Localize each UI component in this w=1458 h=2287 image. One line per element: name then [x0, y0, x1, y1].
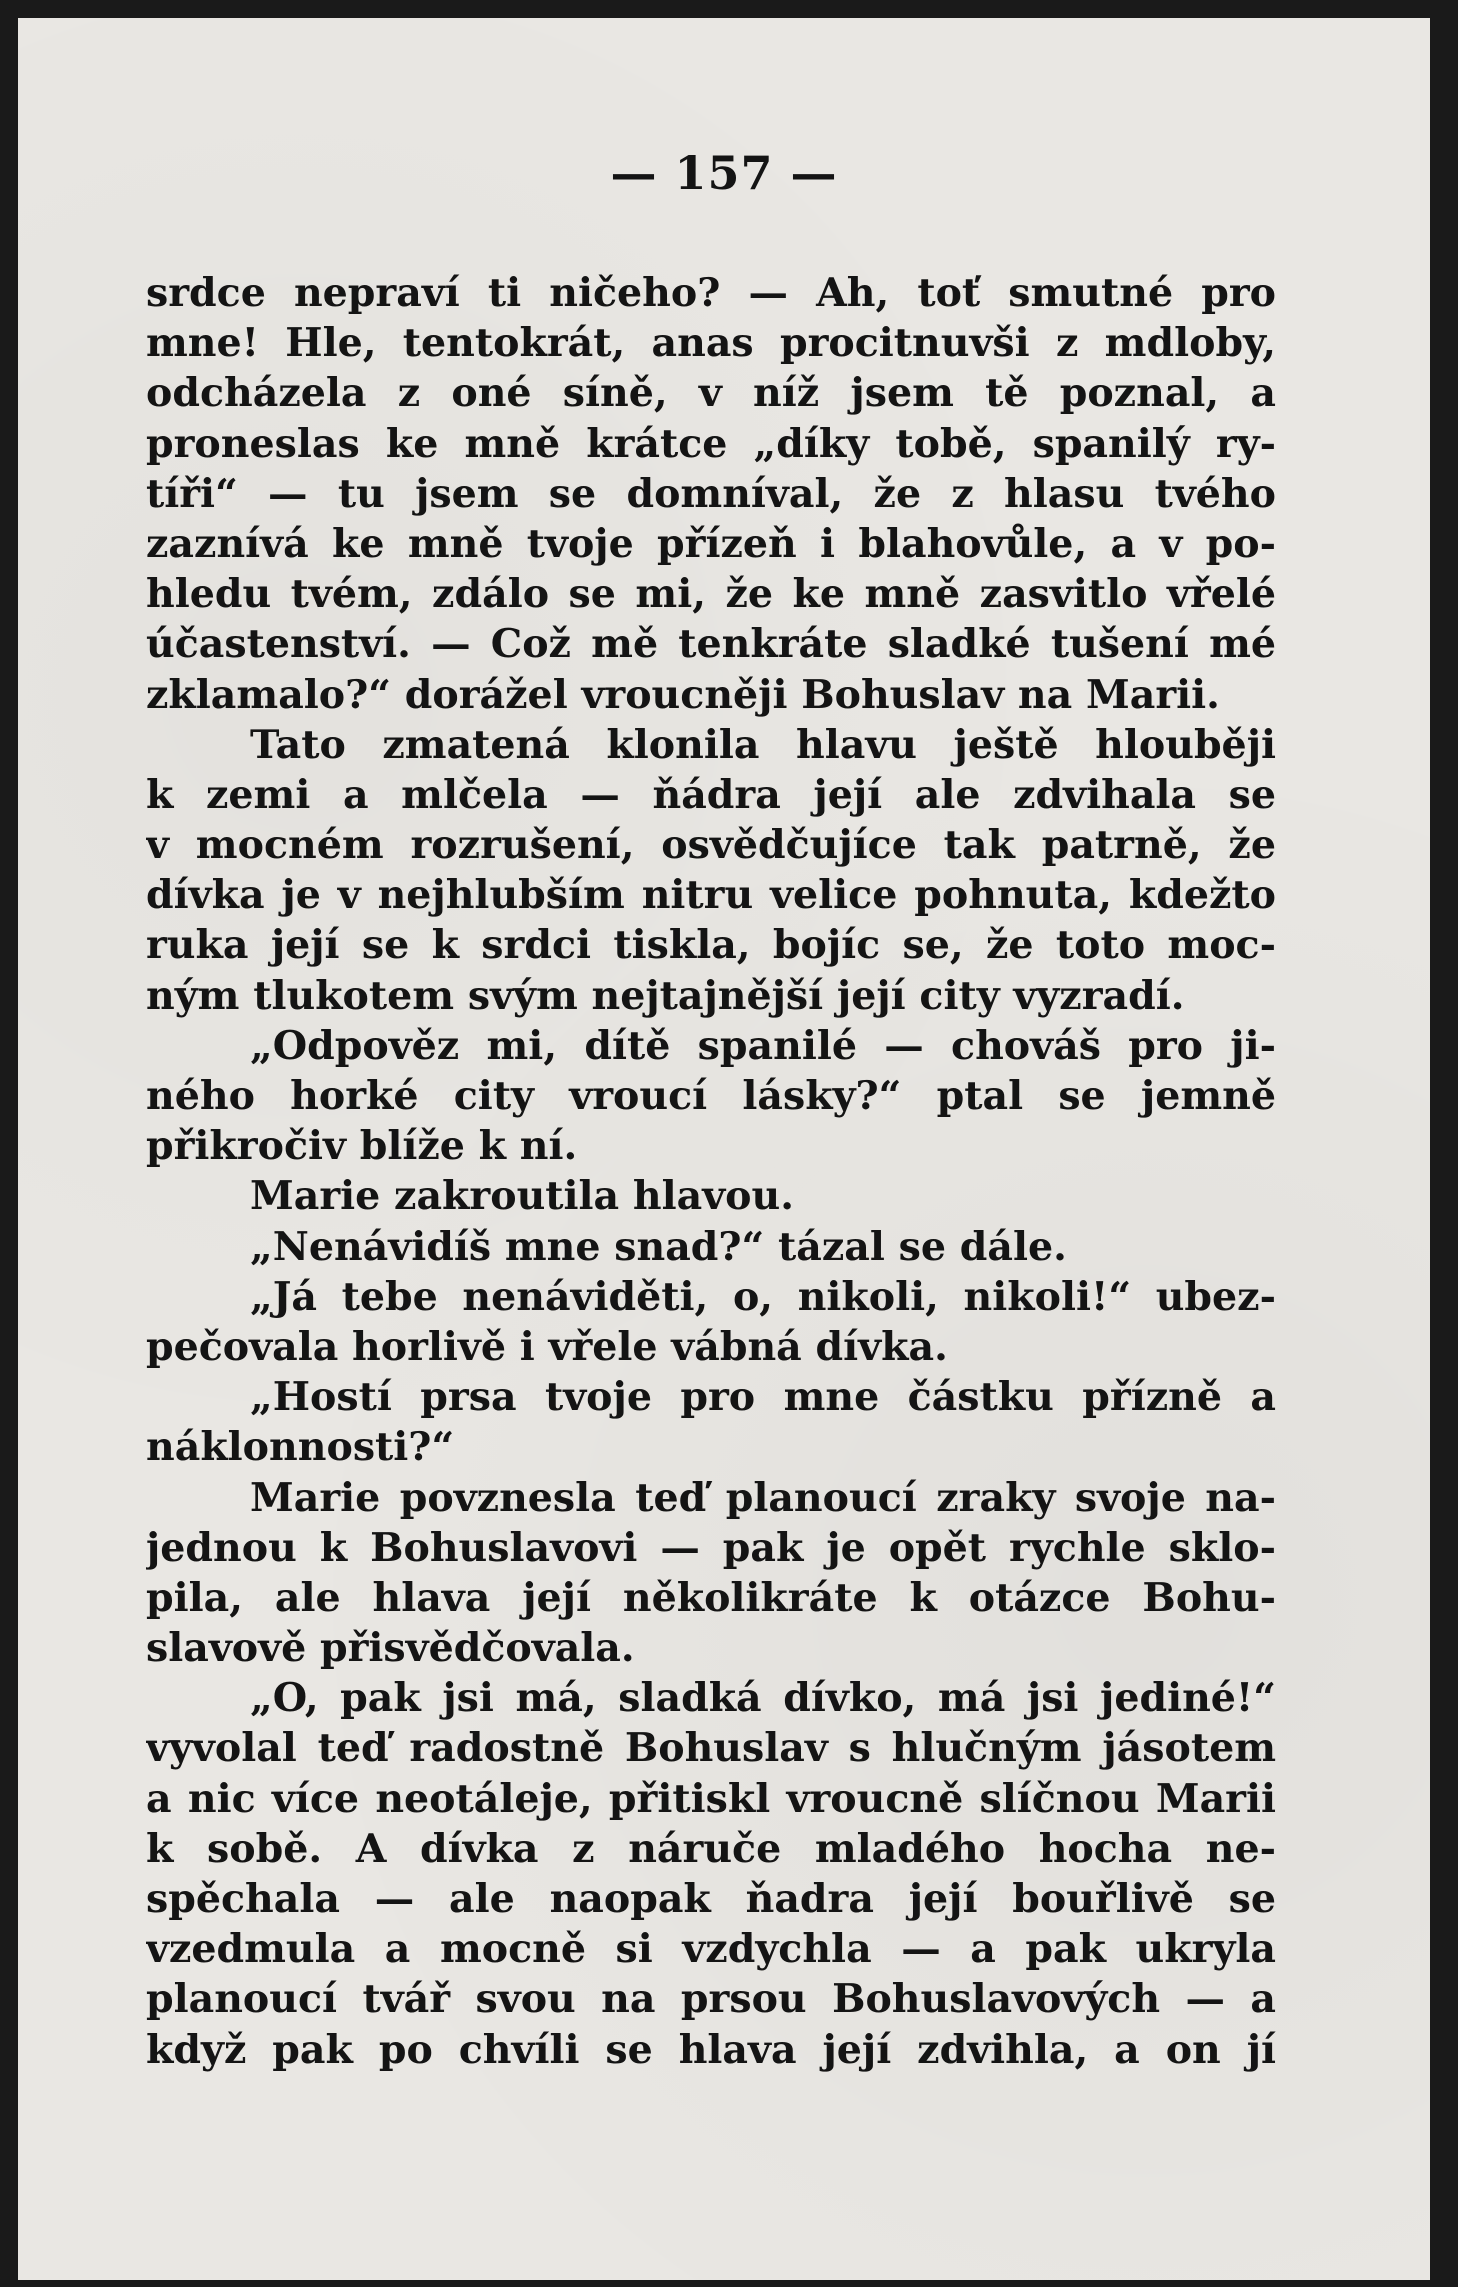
text-line: tíři“ — tu jsem se domníval, že z hlasu tvého [146, 470, 1276, 517]
text-line: a nic více neotáleje, přitiskl vroucně slíčnou Marii [146, 1775, 1276, 1822]
text-line: mne! Hle, tentokrát, anas procitnuvši z mdloby, [146, 320, 1276, 367]
text-line: ným tlukotem svým nejtajnější její city vyzradí. [146, 972, 1185, 1019]
text-line: Marie povznesla teď planoucí zraky svoje na- [250, 1474, 1276, 1521]
text-line: jednou k Bohuslavovi — pak je opět rychle sklo- [146, 1524, 1276, 1571]
text-line: k zemi a mlčela — ňádra její ale zdvihala se [146, 771, 1276, 818]
text-line: vyvolal teď radostně Bohuslav s hlučným jásotem [146, 1725, 1276, 1772]
text-line: proneslas ke mně krátce „díky tobě, spanilý ry- [146, 420, 1276, 467]
text-line: ného horké city vroucí lásky?“ ptal se jemně [146, 1073, 1276, 1119]
text-line: pečovala horlivě i vřele vábná dívka. [146, 1323, 948, 1370]
text-line: spěchala — ale naopak ňadra její bouřlivě se [146, 1876, 1276, 1922]
text-line: zaznívá ke mně tvoje přízeň i blahovůle, a v po- [146, 520, 1276, 567]
text-line: Marie zakroutila hlavou. [250, 1173, 794, 1220]
text-line: srdce nepraví ti ničeho? — Ah, toť smutné pro [146, 270, 1276, 316]
text-line: ruka její se k srdci tiskla, bojíc se, že toto moc- [146, 922, 1276, 969]
text-line: „Já tebe nenáviděti, o, nikoli, nikoli!“ ubez- [250, 1273, 1276, 1320]
text-line: v mocném rozrušení, osvědčujíce tak patrně, že [146, 822, 1276, 869]
text-line: slavově přisvědčovala. [146, 1625, 635, 1672]
text-line: planoucí tvář svou na prsou Bohuslavových — a [146, 1976, 1276, 2023]
text-line: přikročiv blíže k ní. [146, 1123, 578, 1170]
text-line: „Hostí prsa tvoje pro mne částku přízně a [250, 1374, 1276, 1421]
text-line: pila, ale hlava její několikráte k otázce Bohu- [146, 1574, 1276, 1621]
text-line: odcházela z oné síně, v níž jsem tě poznal, a [146, 370, 1276, 417]
text-line: „Nenávidíš mne snad?“ tázal se dále. [250, 1223, 1067, 1270]
text-line: hledu tvém, zdálo se mi, že ke mně zasvitlo vřelé [146, 571, 1276, 618]
page-number: — 157 — [610, 146, 838, 200]
text-line: zklamalo?“ dorážel vroucněji Bohuslav na Marii. [146, 671, 1220, 718]
page-body-text [146, 268, 1276, 2075]
text-line: k sobě. A dívka z náruče mladého hocha ne- [146, 1825, 1276, 1872]
text-line: „O, pak jsi má, sladká dívko, má jsi jediné!“ [250, 1675, 1276, 1722]
book-page [18, 18, 1430, 2280]
text-line: účastenství. — Což mě tenkráte sladké tušení mé [146, 621, 1276, 668]
text-line: vzedmula a mocně si vzdychla — a pak ukryla [146, 1926, 1276, 1973]
text-line: Tato zmatená klonila hlavu ještě hlouběji [250, 721, 1276, 768]
text-line: náklonnosti?“ [146, 1424, 455, 1471]
text-line: dívka je v nejhlubším nitru velice pohnuta, kdežto [146, 872, 1276, 919]
text-line: když pak po chvíli se hlava její zdvihla, a on jí [146, 2026, 1276, 2073]
text-line: „Odpověz mi, dítě spanilé — chováš pro ji- [250, 1022, 1276, 1069]
